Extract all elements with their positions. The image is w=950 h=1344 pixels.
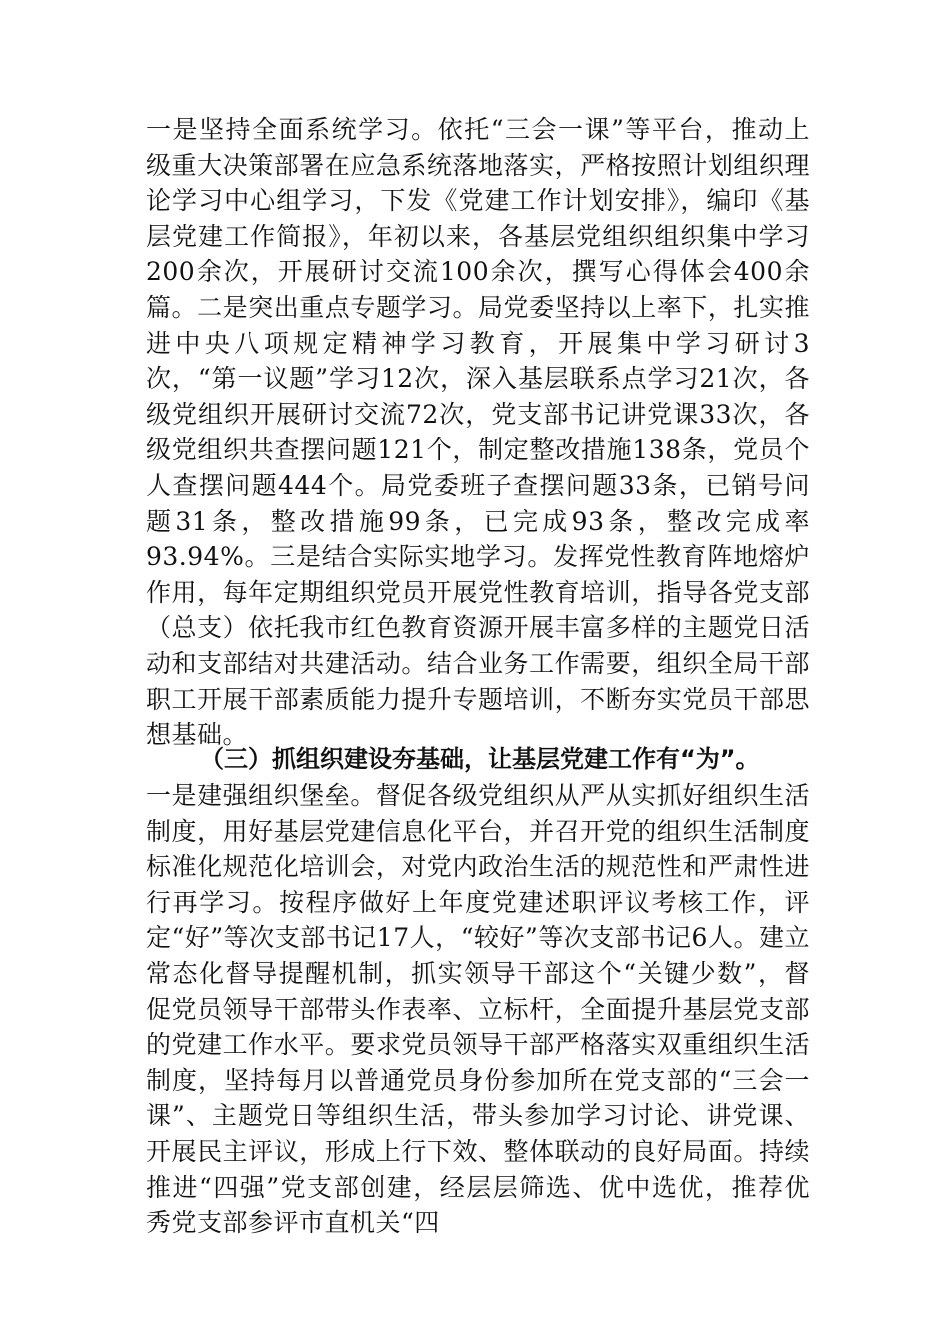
- section-heading-organization: （三）抓组织建设夯基础，让基层党建工作有“为”。: [200, 745, 760, 773]
- body-paragraph-organization: 一是建强组织堡垒。督促各级党组织从严从实抓好组织生活制度，用好基层党建信息化平台，并召开党的组织生活制度标准化规范化培训会，对党内政治生活的规范性和严肃性进行再学习。按程序做好上年度党建述职评议考核工作，评定“好”等次支部书记17人，“较好”等次支部书记6人。建立常态化督导提醒机制，抓实领导干部这个“关键少数”，督促党员领导干部带头作表率、立标杆，全面提升基层党支部的党建工作水平。要求党员领导干部严格落实双重组织生活制度，坚持每月以普通党员身份参加所在党支部的“三会一课”、主题党日等组织生活，带头参加学习讨论、讲党课、开展民主评议，形成上行下效、整体联动的良好局面。持续推进“四强”党支部创建，经层层筛选、优中选优，推荐优秀党支部参评市直机关“四: [146, 781, 810, 1238]
- body-paragraph-study: 一是坚持全面系统学习。依托“三会一课”等平台，推动上级重大决策部署在应急系统落地落实，严格按照计划组织理论学习中心组学习，下发《党建工作计划安排》，编印《基层党建工作简报》，年初以来，各基层党组织组织集中学习200余次，开展研讨交流100余次，撰写心得体会400余篇。二是突出重点专题学习。局党委坚持以上率下，扎实推进中央八项规定精神学习教育，开展集中学习研讨3次，“第一议题”学习12次，深入基层联系点学习21次，各级党组织开展研讨交流72次，党支部书记讲党课33次，各级党组织共查摆问题121个，制定整改措施138条，党员个人查摆问题444个。局党委班子查摆问题33条，已销号问题31条，整改措施99条，已完成93条，整改完成率93.94%。三是结合实际实地学习。发挥党性教育阵地熔炉作用，每年定期组织党员开展党性教育培训，指导各党支部（总支）依托我市红色教育资源开展丰富多样的主题党日活动和支部结对共建活动。结合业务工作需要，组织全局干部职工开展干部素质能力提升专题培训，不断夯实党员干部思想基础。: [146, 115, 810, 750]
